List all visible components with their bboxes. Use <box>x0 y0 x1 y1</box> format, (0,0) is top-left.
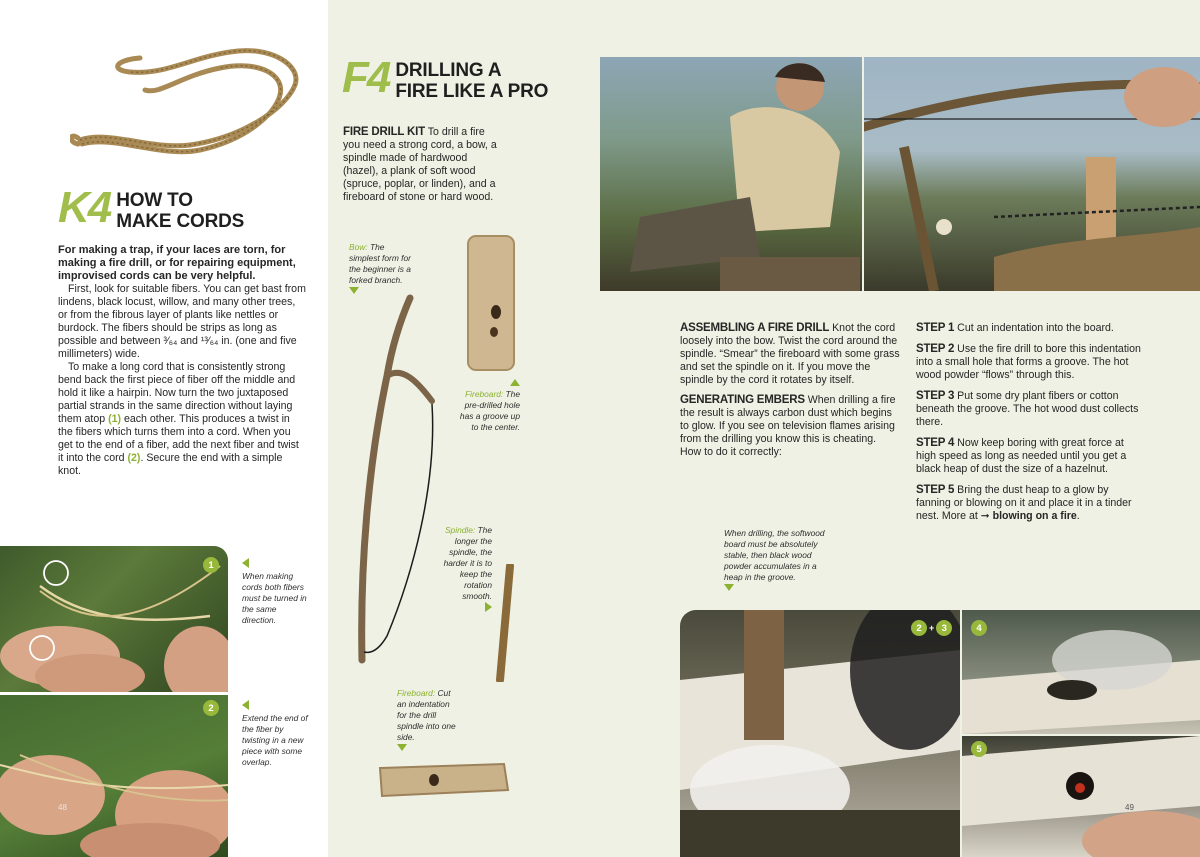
cords-paragraph-1: First, look for suitable fibers. You can get bast from lindens, black locust, willow, and many other trees, or from the fibrous layer of plants like nettles or burdock. The fibers should be strips as long as possible and between ³⁄₆₄ and ¹³⁄₆₄ in. (one and five millimeters) wide. <box>58 283 306 360</box>
photo-man-drilling <box>600 57 862 291</box>
pointer-down-icon <box>724 584 734 591</box>
section-title: HOW TO MAKE CORDS <box>116 190 245 232</box>
kit-keyword: FIRE DRILL KIT <box>343 126 425 138</box>
section-code: K4 <box>58 183 111 232</box>
cords-body-text <box>58 244 306 478</box>
section-heading-k4 <box>58 183 245 232</box>
caption-fireboard: Fireboard: The pre-drilled hole has a groove up to the center. <box>458 378 520 433</box>
section-title: DRILLING A FIRE LIKE A PRO <box>395 60 549 102</box>
pointer-down-icon <box>349 287 359 294</box>
ref-1: (1) <box>108 413 122 425</box>
assembling-keyword: ASSEMBLING A FIRE DRILL <box>680 322 830 334</box>
fire-drill-kit-text: FIRE DRILL KIT To drill a fire you need a strong cord, a bow, a spindle made of hardwood (hazel), a plank of soft wood (spruce, poplar, or linden), and a fireboard of stone or hard wood. <box>343 126 497 203</box>
caption-cords-1: When making cords both fibers must be turned in the same direction. <box>242 558 308 626</box>
step-5: STEP 5 Bring the dust heap to a glow by fanning or blowing on it and place it in a tinder nest. More at ➞ blowing on a fire. <box>916 484 1132 522</box>
pointer-left-icon <box>242 700 249 710</box>
caption-board: Fireboard: Cut an indentation for the drill spindle into one side. <box>397 688 457 754</box>
caption-bow: Bow: The simplest form for the beginner is a forked branch. <box>349 242 415 297</box>
spindle-illustration <box>490 564 520 682</box>
steps-text <box>916 322 1146 531</box>
pointer-left-icon <box>242 558 249 568</box>
cords-lead: For making a trap, if your laces are torn, for making a fire drill, or for repairing equipment, improvised cords can be very helpful. <box>58 244 296 282</box>
step-1: STEP 1 Cut an indentation into the board. <box>916 322 1114 334</box>
photo-twisting-fibers <box>0 546 228 692</box>
arrow-right-icon: ➞ <box>980 510 990 522</box>
ref-2: (2) <box>127 452 141 464</box>
fireboard-illustration <box>464 232 520 374</box>
middle-column <box>328 0 600 857</box>
photo-bow-closeup <box>864 57 1200 291</box>
pointer-right-icon <box>485 602 492 612</box>
assembling-text: ASSEMBLING A FIRE DRILL Knot the cord loosely into the bow. Twist the cord around the spindle. “Smear” the fireboard with some grass and set the spindle on it. If you move the spindle by the cord it rotates by itself. GENERATING EMBERS When drilling a fire the result is always carbon dust which begins to glow. If you see on television flames arising from the drilling you know this is cheating. How to do it correctly: <box>680 322 900 458</box>
caption-spindle: Spindle: The longer the spindle, the harder it is to keep the rotation smooth. <box>432 525 492 615</box>
photo-extending-fiber <box>0 695 228 857</box>
step-badge-5: 5 <box>971 741 987 757</box>
pointer-down-icon <box>397 744 407 751</box>
page-number-left: 48 <box>58 803 67 812</box>
embers-keyword: GENERATING EMBERS <box>680 394 805 406</box>
left-page <box>0 0 328 857</box>
step-4: STEP 4 Now keep boring with great force at high speed as long as needed until you get a black heap of dust the size of a hazelnut. <box>916 437 1127 475</box>
section-code: F4 <box>342 53 390 102</box>
step-badge-2: 2 <box>203 700 219 716</box>
cross-reference-link[interactable]: blowing on a fire <box>992 510 1077 522</box>
caption-drilling: When drilling, the softwood board must be absolutely stable, then black wood powder accumulates in a heap in the groove. <box>724 528 834 594</box>
caption-cords-2: Extend the end of the fiber by twisting in a new piece with some overlap. <box>242 700 308 768</box>
step-2: STEP 2 Use the fire drill to bore this indentation into a small hole that forms a groove. The hot wood powder “flows” through this. <box>916 343 1141 381</box>
board-illustration <box>374 760 514 800</box>
cords-paragraph-2: To make a long cord that is consistently strong bend back the first piece of fiber off the middle and hold it like a hairpin. Now turn the two juxtaposed partial strands in the same direction without laying them atop (1) each other. This produces a twist in the fibers which turns them into a cord. When you get to the end of a fiber, add the next fiber and twist it into the cord (2). Secure the end with a simple knot. <box>58 361 299 477</box>
photo-glowing-ember <box>962 736 1200 857</box>
step-3: STEP 3 Put some dry plant fibers or cotton beneath the groove. The hot wood dust collects there. <box>916 390 1139 428</box>
page-number-right: 49 <box>1125 803 1134 812</box>
pointer-up-icon <box>510 379 520 386</box>
photo-drilling-board <box>680 610 960 857</box>
section-heading-f4 <box>342 53 549 102</box>
step-badges-2-3: 2 + 3 <box>911 620 952 636</box>
step-badge-4: 4 <box>971 620 987 636</box>
rope-illustration <box>70 40 310 170</box>
right-page <box>600 0 1200 857</box>
photo-black-dust <box>962 610 1200 734</box>
step-badge-1: 1 <box>203 557 219 573</box>
